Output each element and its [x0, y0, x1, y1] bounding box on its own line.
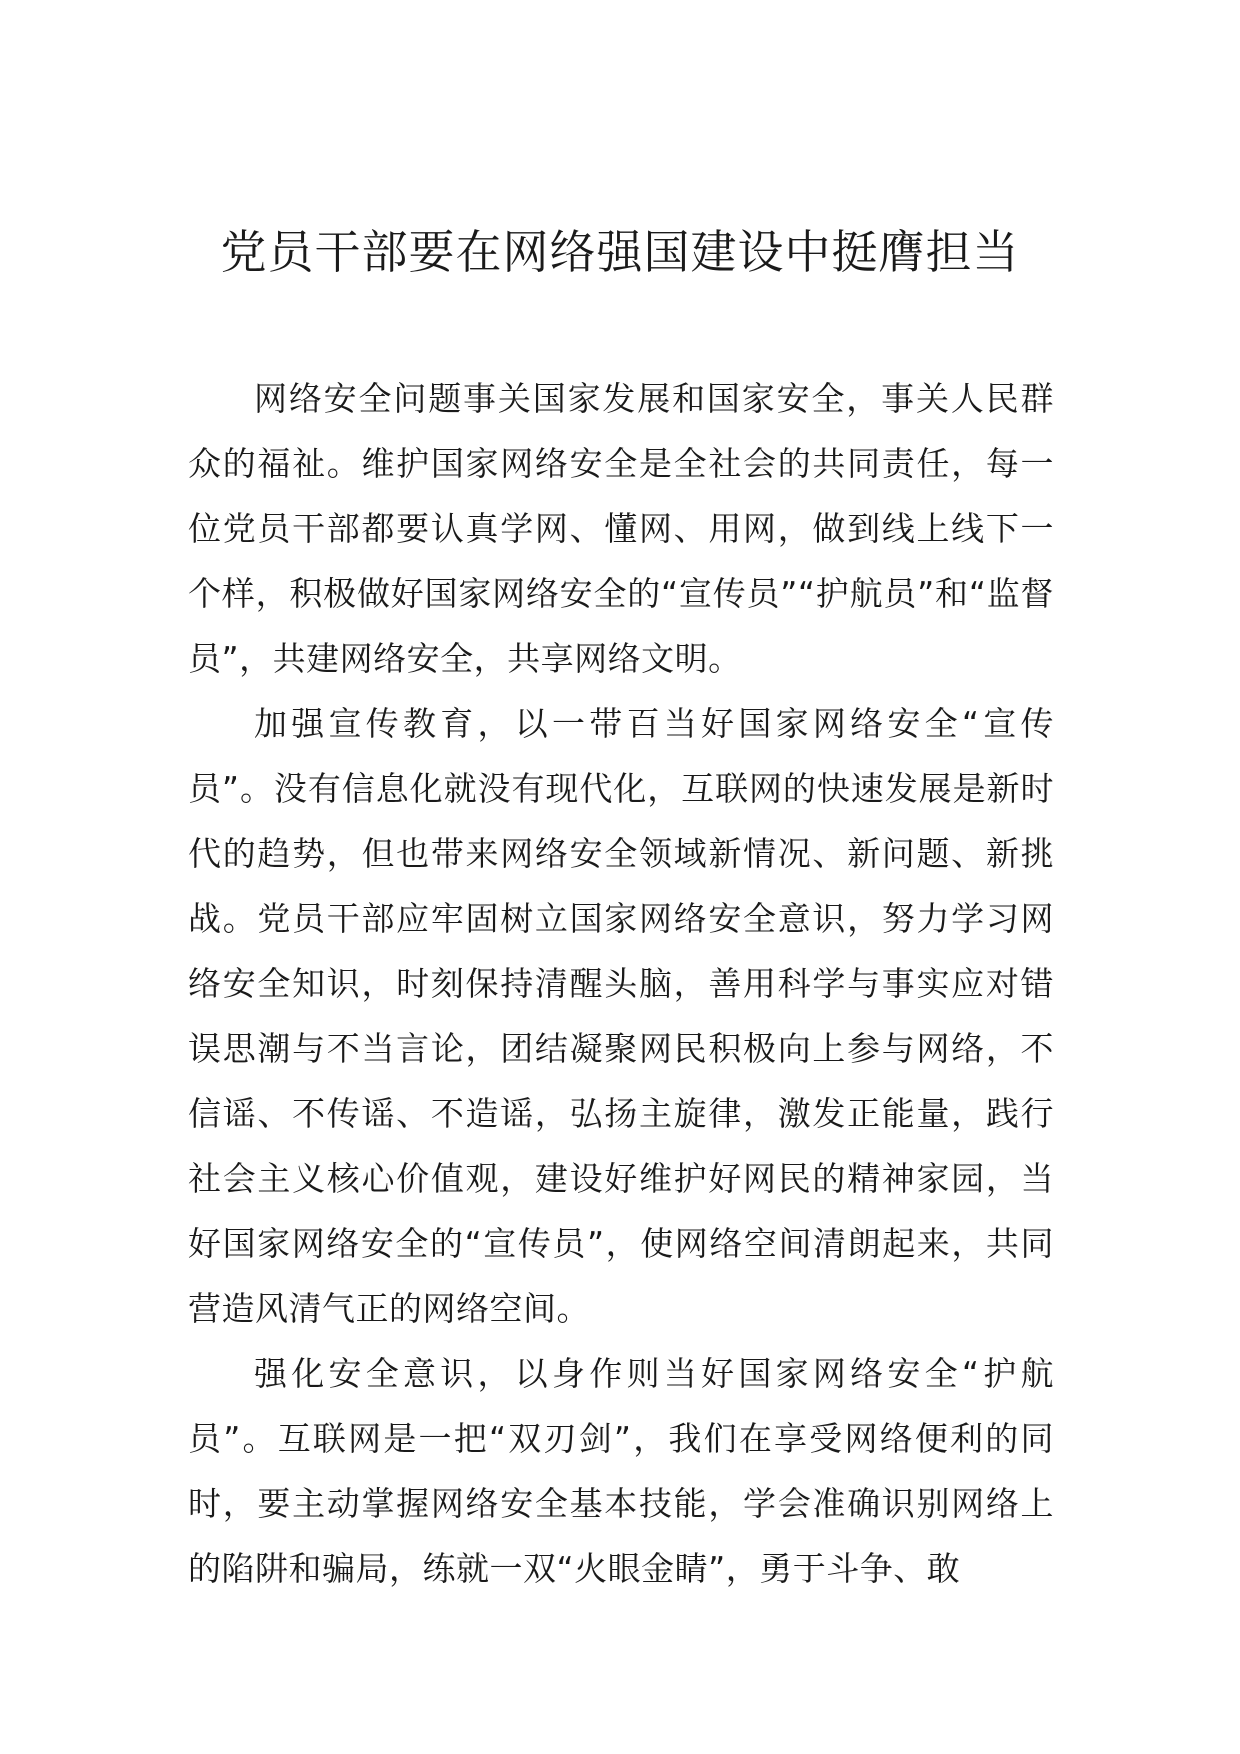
document-body [188, 366, 1054, 1601]
document-title: 党员干部要在网络强国建设中挺膺担当 [220, 225, 1020, 279]
paragraph: 网络安全问题事关国家发展和国家安全，事关人民群众的福祉。维护国家网络安全是全社会的共同责任，每一位党员干部都要认真学网、懂网、用网，做到线上线下一个样，积极做好国家网络安全的“宣传员”“护航员”和“监督员”，共建网络安全，共享网络文明。 [188, 379, 1054, 678]
paragraph: 强化安全意识，以身作则当好国家网络安全“护航员”。互联网是一把“双刃剑”，我们在享受网络便利的同时，要主动掌握网络安全基本技能，学会准确识别网络上的陷阱和骗局，练就一双“火眼金睛”，勇于斗争、敢 [188, 1354, 1054, 1588]
paragraph: 加强宣传教育，以一带百当好国家网络安全“宣传员”。没有信息化就没有现代化，互联网的快速发展是新时代的趋势，但也带来网络安全领域新情况、新问题、新挑战。党员干部应牢固树立国家网络安全意识，努力学习网络安全知识，时刻保持清醒头脑，善用科学与事实应对错误思潮与不当言论，团结凝聚网民积极向上参与网络，不信谣、不传谣、不造谣，弘扬主旋律，激发正能量，践行社会主义核心价值观，建设好维护好网民的精神家园，当好国家网络安全的“宣传员”，使网络空间清朗起来，共同营造风清气正的网络空间。 [188, 704, 1054, 1328]
